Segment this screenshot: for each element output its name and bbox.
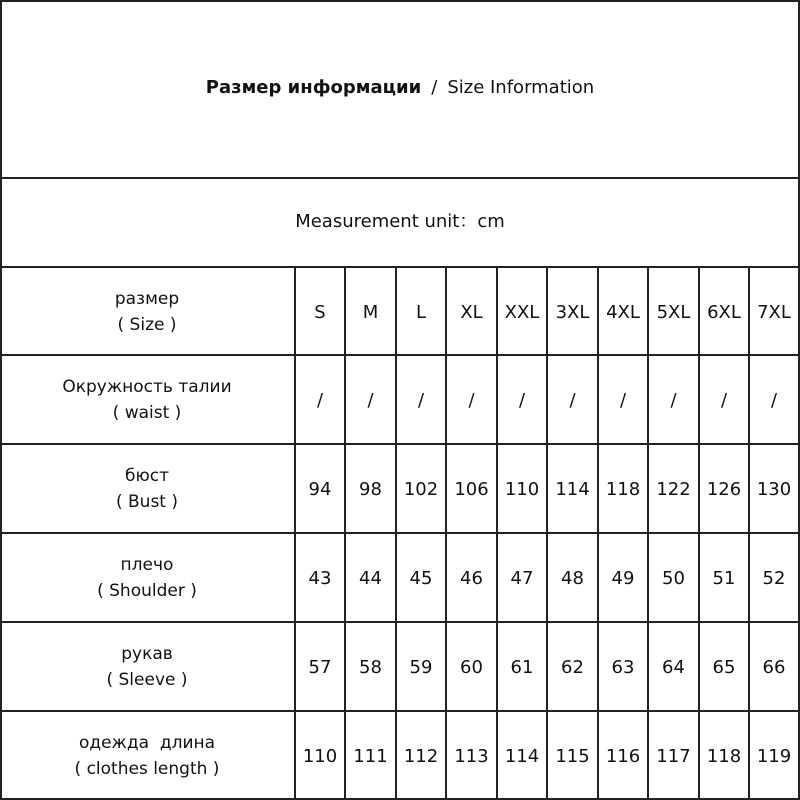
table-cell: 117 bbox=[656, 745, 691, 767]
table-cell: 3XL bbox=[555, 301, 590, 323]
row-label-en: ( clothes length ) bbox=[74, 759, 220, 779]
row-label bbox=[0, 445, 294, 533]
row-label-en: ( waist ) bbox=[112, 403, 182, 423]
table-cell: 5XL bbox=[656, 301, 691, 323]
table-row-sleeve bbox=[0, 623, 800, 711]
table-cell: 106 bbox=[454, 478, 489, 500]
table-cell: M bbox=[362, 301, 379, 323]
row-label-ru: одежда длина bbox=[78, 733, 216, 753]
table-cell: 49 bbox=[611, 567, 635, 589]
table-cell: / bbox=[619, 389, 627, 411]
table-row-clothes-length bbox=[0, 712, 800, 800]
row-label-en: ( Size ) bbox=[117, 315, 177, 335]
table-row-waist bbox=[0, 356, 800, 444]
table-cell: 52 bbox=[762, 567, 786, 589]
table-cell: 57 bbox=[308, 656, 332, 678]
table-cell: 66 bbox=[762, 656, 786, 678]
table-cell: 46 bbox=[460, 567, 483, 589]
row-label-en: ( Sleeve ) bbox=[106, 670, 188, 690]
table-cell: 61 bbox=[510, 656, 534, 678]
page-title bbox=[0, 70, 800, 106]
row-label-ru: Окружность талии bbox=[62, 377, 232, 397]
table-cell: / bbox=[720, 389, 728, 411]
table-cell: / bbox=[468, 389, 475, 411]
row-label-ru: рукав bbox=[121, 644, 173, 664]
table-cell: 110 bbox=[504, 478, 540, 500]
table-cell: 6XL bbox=[707, 301, 741, 323]
table-cell: 43 bbox=[308, 567, 332, 589]
table-cell: 62 bbox=[561, 656, 584, 678]
table-cell: 58 bbox=[359, 656, 382, 678]
table-cell: XXL bbox=[504, 301, 540, 323]
table-cell: 44 bbox=[359, 567, 382, 589]
table-cell: 7XL bbox=[757, 301, 791, 323]
table-cell: / bbox=[417, 389, 425, 411]
title-ru: Размер информации bbox=[205, 77, 422, 98]
row-label-ru: размер bbox=[114, 289, 180, 309]
table-cell: 116 bbox=[605, 745, 641, 767]
row-label bbox=[0, 534, 294, 622]
measurement-unit: Measurement unit：cm bbox=[295, 211, 505, 232]
table-cell: / bbox=[569, 389, 576, 411]
table-cell: 59 bbox=[409, 656, 433, 678]
table-cell: 64 bbox=[662, 656, 685, 678]
table-row-shoulder bbox=[0, 534, 800, 622]
row-label-ru: плечо bbox=[120, 555, 174, 575]
table-row-bust bbox=[0, 445, 800, 533]
divider-top bbox=[0, 0, 800, 2]
table-cell: 118 bbox=[706, 745, 742, 767]
table-cell: 48 bbox=[561, 567, 584, 589]
table-cell: / bbox=[670, 389, 677, 411]
table-cell: 112 bbox=[403, 745, 439, 767]
row-label-en: ( Shoulder ) bbox=[97, 581, 197, 601]
table-cell: 4XL bbox=[606, 301, 640, 323]
table-cell: / bbox=[770, 389, 778, 411]
row-label bbox=[0, 356, 294, 444]
row-label-ru: бюст bbox=[124, 466, 170, 486]
row-label bbox=[0, 623, 294, 711]
table-cell: 114 bbox=[555, 478, 590, 500]
table-cell: 47 bbox=[510, 567, 534, 589]
row-label-en: ( Bust ) bbox=[115, 492, 179, 512]
title-en: Size Information bbox=[447, 77, 595, 98]
table-cell: S bbox=[314, 301, 326, 323]
table-cell: 115 bbox=[555, 745, 590, 767]
table-cell: 111 bbox=[353, 745, 388, 767]
table-row-size bbox=[0, 268, 800, 356]
table-cell: 65 bbox=[712, 656, 736, 678]
row-label bbox=[0, 712, 294, 800]
table-cell: / bbox=[518, 389, 526, 411]
table-cell: 94 bbox=[308, 478, 332, 500]
row-label bbox=[0, 268, 294, 356]
table-cell: 63 bbox=[611, 656, 635, 678]
table-cell: 51 bbox=[712, 567, 736, 589]
table-cell: 130 bbox=[756, 478, 792, 500]
table-cell: / bbox=[367, 389, 374, 411]
table-cell: XL bbox=[460, 301, 483, 323]
table-cell: 119 bbox=[756, 745, 792, 767]
table-cell: 45 bbox=[409, 567, 433, 589]
table-cell: 50 bbox=[662, 567, 685, 589]
table-cell: / bbox=[316, 389, 324, 411]
table-cell: 110 bbox=[302, 745, 338, 767]
table-cell: 118 bbox=[605, 478, 641, 500]
table-cell: 114 bbox=[504, 745, 540, 767]
table-cell: 98 bbox=[359, 478, 382, 500]
table-cell: 113 bbox=[454, 745, 489, 767]
table-cell: 60 bbox=[460, 656, 483, 678]
table-cell: 102 bbox=[403, 478, 439, 500]
table-cell: L bbox=[415, 301, 427, 323]
divider-title bbox=[0, 177, 800, 179]
table-cell: 122 bbox=[656, 478, 691, 500]
title-separator: / bbox=[431, 77, 438, 98]
table-cell: 126 bbox=[706, 478, 742, 500]
